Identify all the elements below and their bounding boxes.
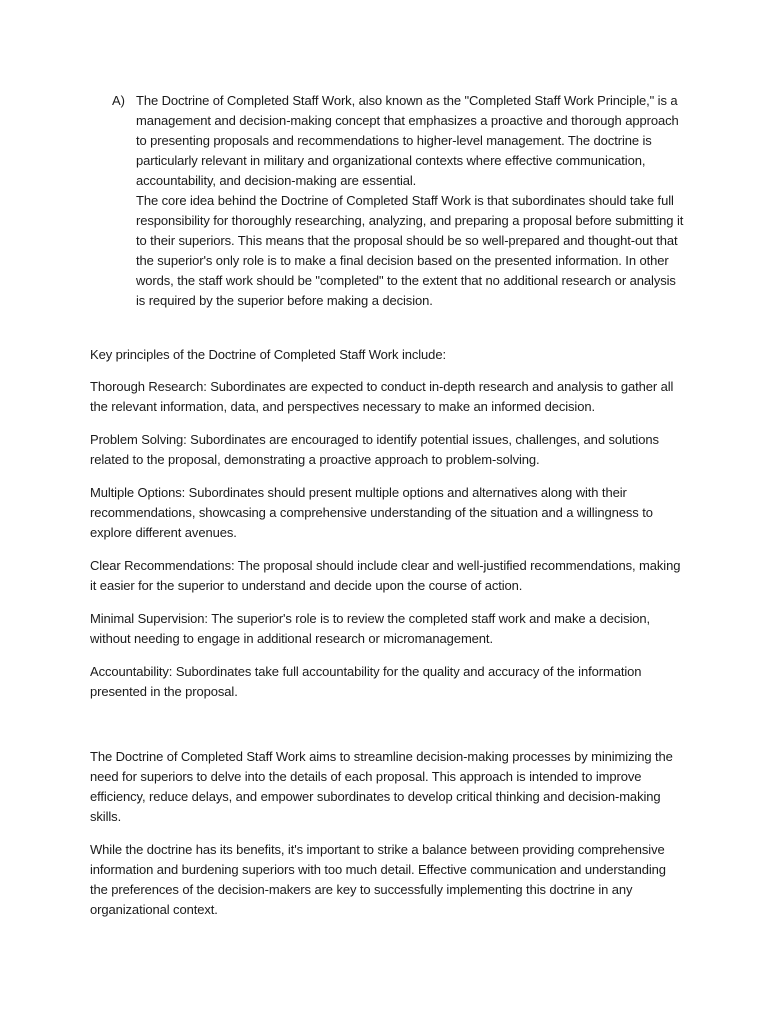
closing-paragraph-aims	[90, 747, 684, 827]
principle-text: Clear Recommendations: The proposal should include clear and well-justified recommendations, making it easier for the superior to understand and decide upon the course of action.	[90, 558, 681, 593]
principle-minimal-supervision	[90, 609, 684, 649]
section-a-paragraph-1: The Doctrine of Completed Staff Work, also known as the "Completed Staff Work Principle," is a management and decision-making concept that emphasizes a proactive and thorough approach to presenting proposals and recommendations to higher-level management. The doctrine is particularly relevant in military and organizational contexts where effective communication, accountability, and decision-making are essential.	[136, 93, 679, 188]
closing-text: While the doctrine has its benefits, it's important to strike a balance between providing comprehensive information and burdening superiors with too much detail. Effective communication and understanding the preferences of the decision-makers are key to successfully implementing this doctrine in any organizational context.	[90, 842, 666, 917]
principle-text: Minimal Supervision: The superior's role is to review the completed staff work and make a decision, without needing to engage in additional research or micromanagement.	[90, 611, 651, 646]
principles-intro	[90, 345, 684, 365]
principle-text: Multiple Options: Subordinates should present multiple options and alternatives along with their recommendations, showcasing a comprehensive understanding of the situation and a willingness to explore different avenues.	[90, 485, 653, 540]
principle-text: Problem Solving: Subordinates are encouraged to identify potential issues, challenges, and solutions related to the proposal, demonstrating a proactive approach to problem-solving.	[90, 432, 659, 467]
section-a-body	[136, 91, 684, 311]
principle-text: Thorough Research: Subordinates are expected to conduct in-depth research and analysis to gather all the relevant information, data, and perspectives necessary to make an informed decision.	[90, 379, 674, 414]
principle-clear-recommendations	[90, 556, 684, 596]
principle-problem-solving	[90, 430, 684, 470]
principle-thorough-research	[90, 377, 684, 417]
list-marker: A)	[112, 93, 125, 108]
principle-multiple-options	[90, 483, 684, 543]
closing-paragraph-balance	[90, 840, 684, 920]
principle-text: Accountability: Subordinates take full accountability for the quality and accuracy of the information presented in the proposal.	[90, 664, 642, 699]
closing-text: The Doctrine of Completed Staff Work aims to streamline decision-making processes by minimizing the need for superiors to delve into the details of each proposal. This approach is intended to improve efficiency, reduce delays, and empower subordinates to develop critical thinking and decision-making skills.	[90, 749, 673, 824]
section-a	[112, 91, 682, 311]
principle-accountability	[90, 662, 684, 702]
principles-intro-text: Key principles of the Doctrine of Completed Staff Work include:	[90, 347, 446, 362]
section-a-paragraph-2: The core idea behind the Doctrine of Completed Staff Work is that subordinates should take full responsibility for thoroughly researching, analyzing, and preparing a proposal before submitting it to their superiors. This means that the proposal should be so well-prepared and thought-out that the superior's only role is to make a final decision based on the presented information. In other words, the staff work should be "completed" to the extent that no additional research or analysis is required by the superior before making a decision.	[136, 193, 684, 308]
